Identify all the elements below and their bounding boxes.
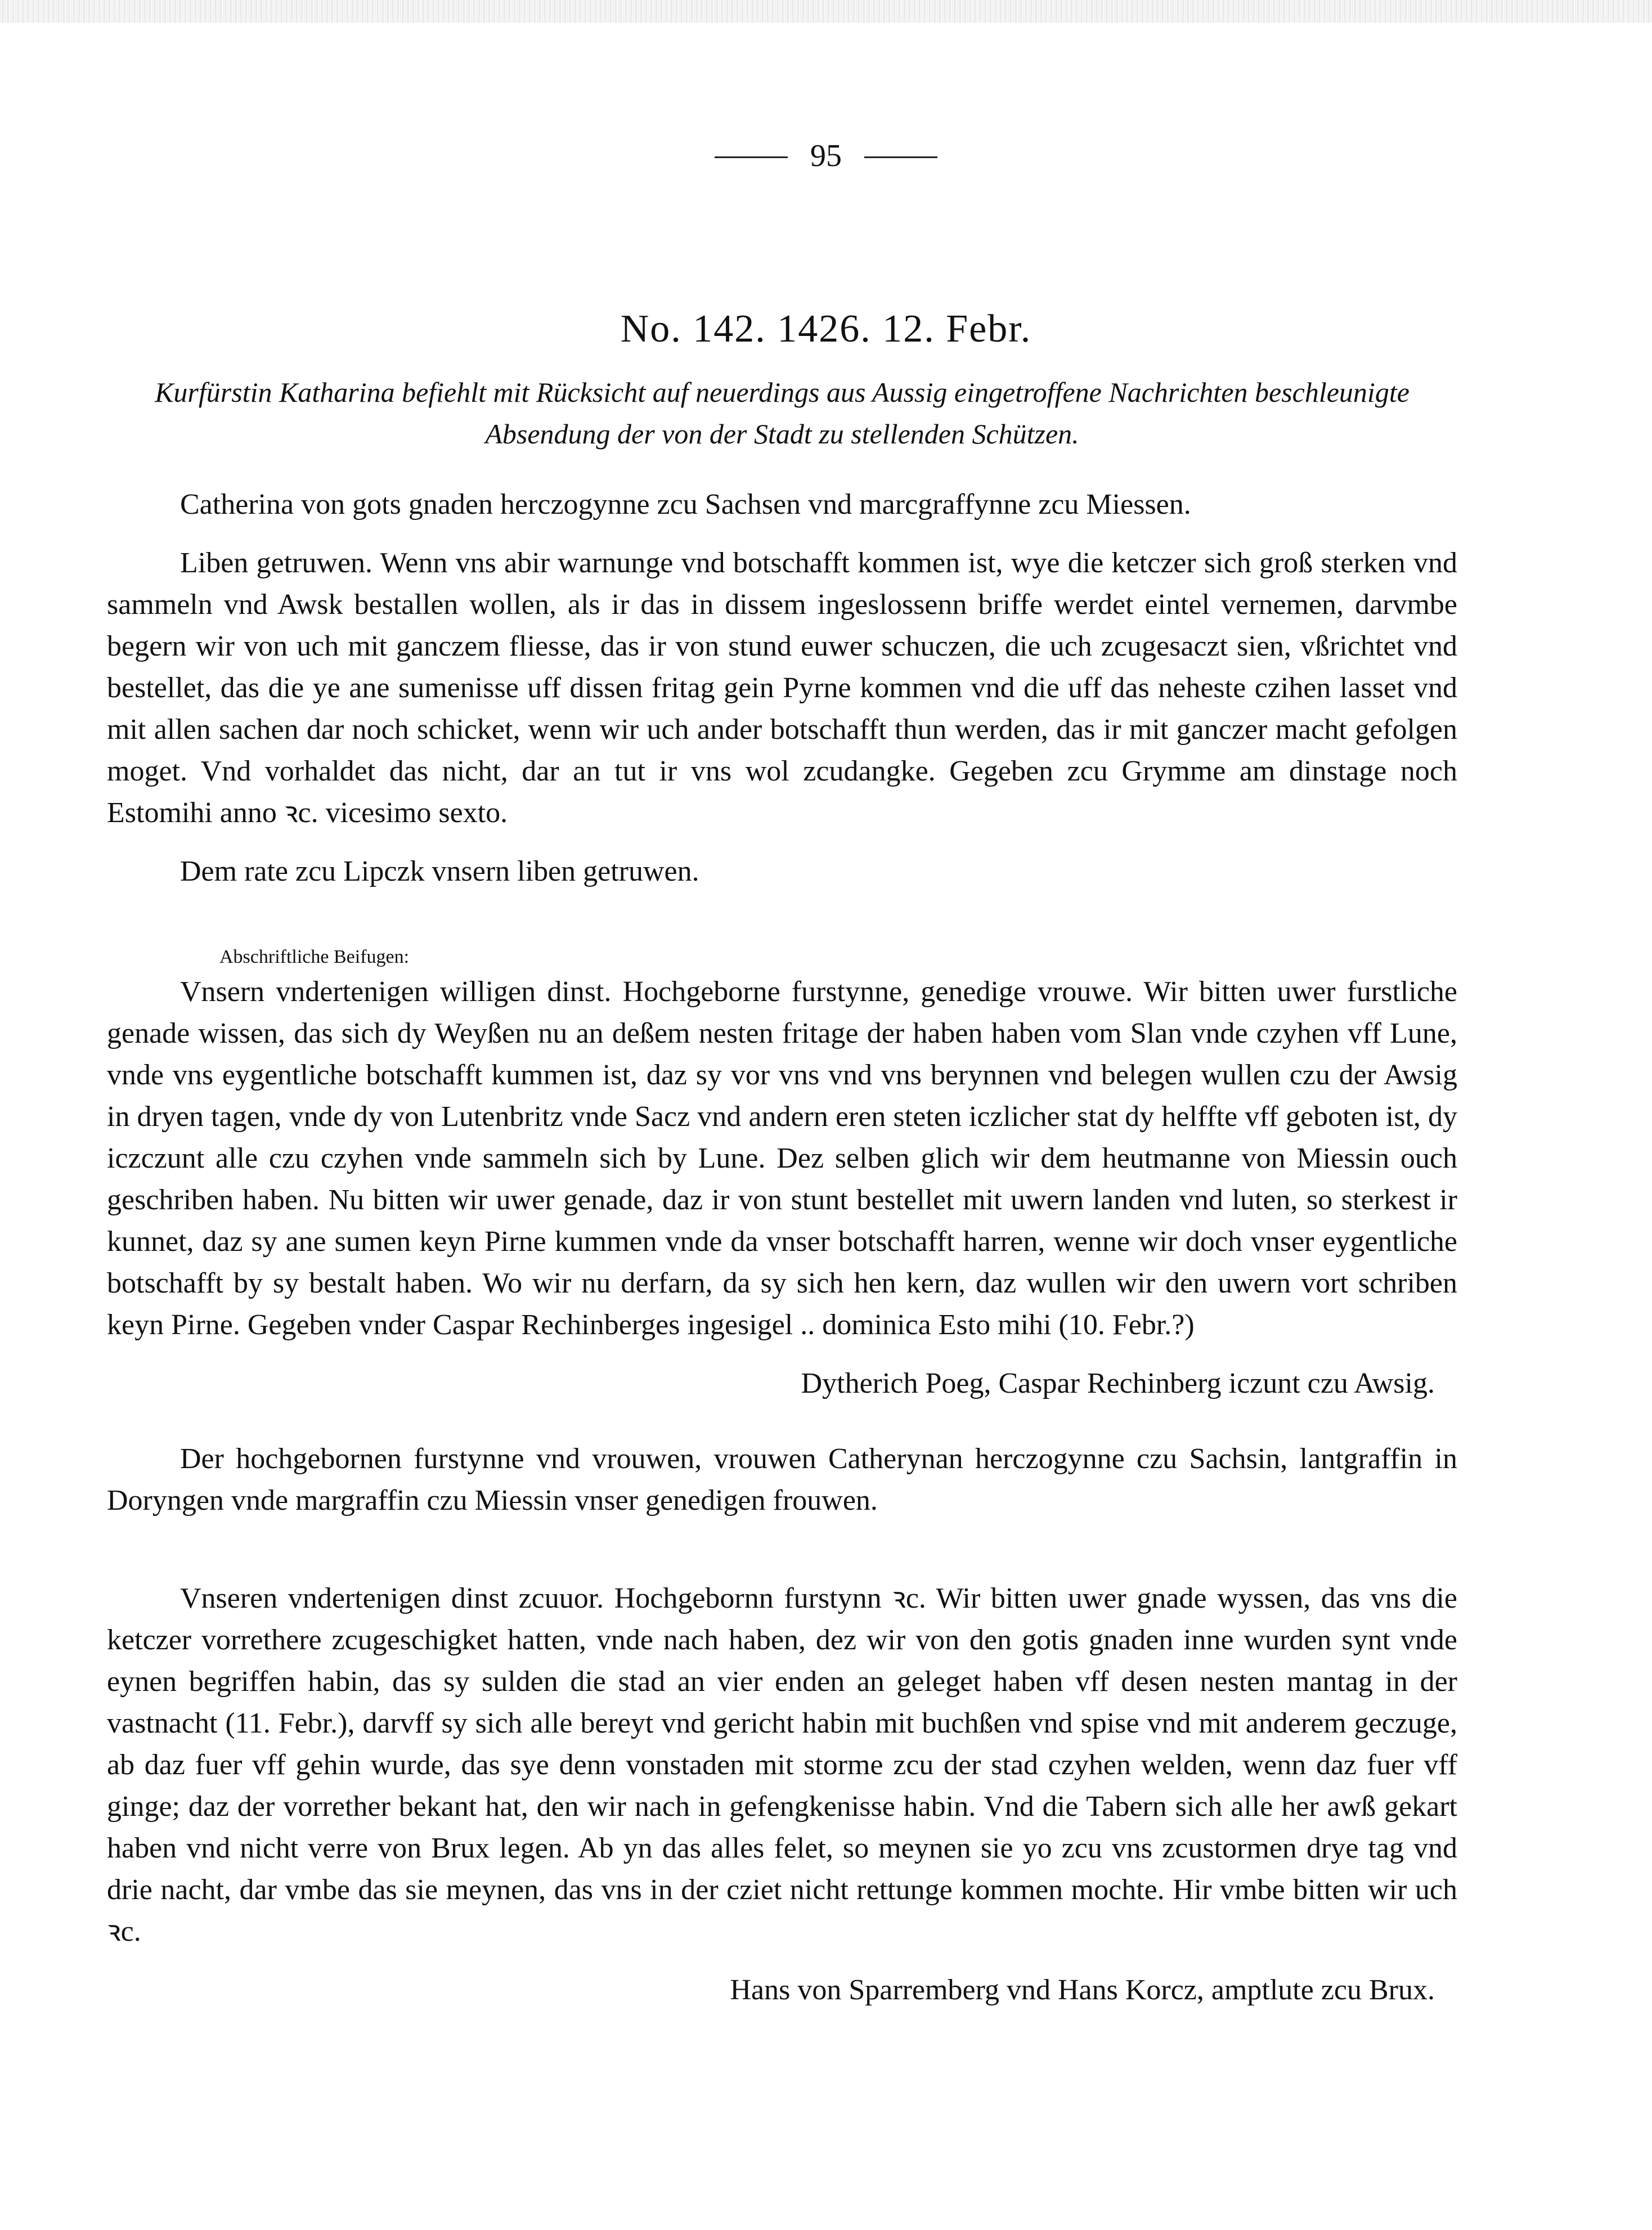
document-summary: Kurfürstin Katharina befiehlt mit Rücksicht auf neuerdings aus Aussig eingetroffene Nachrichten beschleunigte Absendung der von der Stadt zu stellenden Schützen. bbox=[155, 376, 1409, 450]
appendix-letter-1-body: Vnsern vndertenigen willigen dinst. Hochgeborne furstynne, genedige vrouwe. Wir bitten uwer furstliche genade wissen, das sich dy Weyßen nu an deßem nesten fritage der haben haben vom Slan vnde czyhen vff Lune, vnde vns eygentliche botschafft kummen ist, daz sy vor vns vnd vns berynnen vnd belegen wullen czu der Awsig in dryen tagen, vnde dy von Lutenbritz vnde Sacz vnd andern eren steten iczlicher stat dy helffte vff geboten ist, dy iczczunt alle czu czyhen vnde sammeln sich by Lune. Dez selben glich wir dem heutmanne von Miessin ouch geschriben haben. Nu bitten wir uwer genade, daz ir von stunt bestellet mit uwern landen vnd luten, so sterkest ir kunnet, daz sy ane sumen keyn Pirne kummen vnde da vnser botschafft harren, wenne wir doch vnser eygentliche botschafft by sy bestalt haben. Wo wir nu derfarn, da sy sich hen kern, daz wullen wir den uwern vort schriben keyn Pirne. Gegeben vnder Caspar Rechinberges ingesigel .. dominica Esto mihi (10. Febr.?) bbox=[107, 976, 1457, 1341]
appendix-letter-1-signature: Dytherich Poeg, Caspar Rechinberg iczunt czu Awsig. bbox=[801, 1367, 1435, 1399]
appendix-letter-2-signature: Hans von Sparremberg vnd Hans Korcz, amptlute zcu Brux. bbox=[730, 1974, 1435, 2006]
document-body bbox=[107, 467, 1457, 2011]
page-number: 95 bbox=[765, 131, 887, 181]
salutation: Catherina von gots gnaden herczogynne zcu Sachsen vnd marcgraffynne zcu Miessen. bbox=[180, 488, 1191, 521]
page-header bbox=[0, 131, 1652, 181]
appendix-letter-1-address: Der hochgebornen furstynne vnd vrouwen, vrouwen Catherynan herczogynne czu Sachsin, lantgraffin in Doryngen vnde margraffin czu Miessin vnser genedigen frouwen. bbox=[107, 1443, 1457, 1516]
letter-address: Dem rate zcu Lipczk vnsern liben getruwen. bbox=[180, 855, 699, 887]
letter-body: Liben getruwen. Wenn vns abir warnunge vnd botschafft kommen ist, wye die ketczer sich groß sterken vnd sammeln vnd Awsk bestallen wollen, als ir das in dissem ingeslossenn briffe werdet eintel vernemen, darvmbe begern wir von uch mit ganczem fliesse, das ir von stund euwer schuczen, die uch zcugesaczt sien, vßrichtet vnd bestellet, das die ye ane sumenisse uff dissen fritag gein Pyrne kommen vnd die uff das neheste czihen lasset vnd mit allen sachen dar noch schicket, wenn wir uch ander botschafft thun werden, das ir mit ganczer macht gefolgen moget. Vnd vorhaldet das nicht, dar an tut ir vns wol zcudangke. Gegeben zcu Grymme am dinstage noch Estomihi anno ꝛc. vicesimo sexto. bbox=[107, 547, 1457, 829]
appendix-letter-2-body: Vnseren vndertenigen dinst zcuuor. Hochgebornn furstynn ꝛc. Wir bitten uwer gnade wyssen, das vns die ketczer vorrethere zcugeschigket hatten, vnde nach haben, dez wir von den gotis gnaden inne wurden synt vnde eynen begriffen habin, das sy sulden die stad an vier enden an geleget haben vff desen nesten mantag in der vastnacht (11. Febr.), darvff sy sich alle bereyt vnd gericht habin mit buchßen vnd spise vnd mit anderem geczuge, ab daz fuer vff gehin wurde, das sye denn vonstaden mit storme zcu der stad czyhen welden, wenn daz fuer vff ginge; daz der vorrether bekant hat, den wir nach in gefengkenisse habin. Vnd die Tabern sich alle her awß gekart haben vnd nicht verre von Brux legen. Ab yn das alles felet, so meynen sie yo zcu vns zcustormen drye tag vnd drie nacht, dar vmbe das sie meynen, das vns in der cziet nicht rettunge kommen mochte. Hir vmbe bitten wir uch ꝛc. bbox=[107, 1582, 1457, 1948]
document-title: No. 142. 1426. 12. Febr. bbox=[620, 307, 1032, 351]
scan-noise bbox=[0, 0, 1652, 23]
appendix-label: Abschriftliche Beifugen: bbox=[219, 946, 410, 967]
